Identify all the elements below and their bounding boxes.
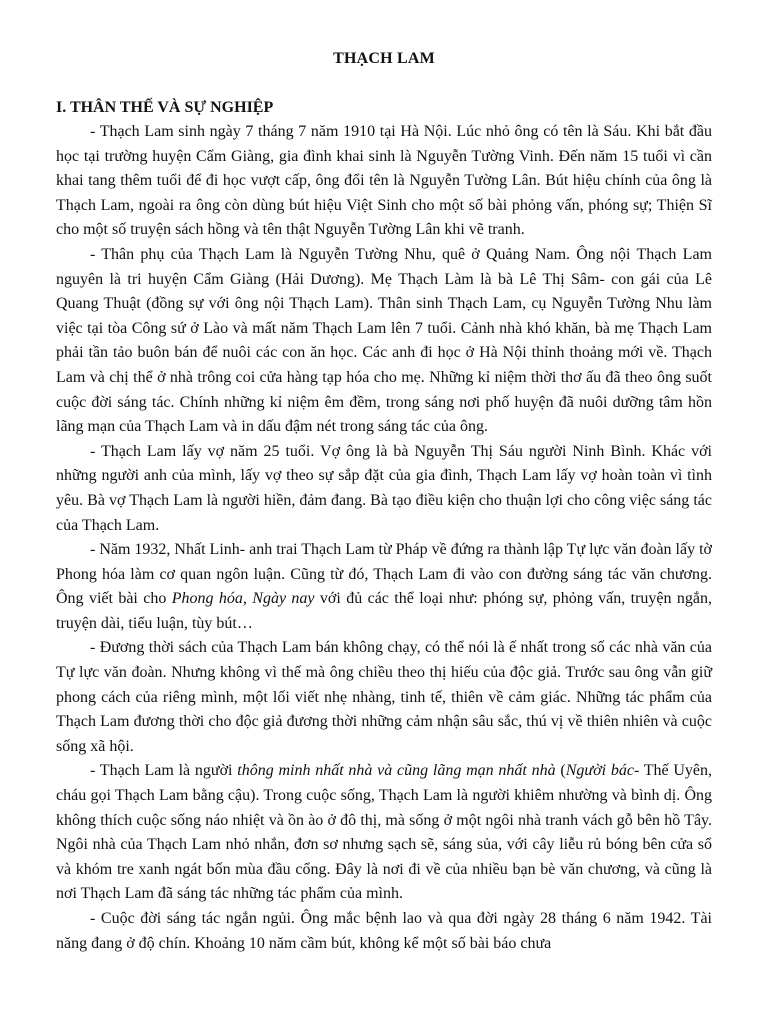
paragraph-text: - Thế Uyên, cháu gọi Thạch Lam bằng cậu). Trong cuộc sống, Thạch Lam là người khiêm nhường và bình dị. Ông không thích cuộc sống náo nhiệt và ồn ào ở đô thị, mà sống ở một ngôi nhà tranh vách gỗ bên hồ Tây. Ngôi nhà của Thạch Lam nhỏ nhắn, đơn sơ nhưng sạch sẽ, sáng sủa, với cây liễu rủ bóng bên cửa sổ và khóm tre xanh ngát bốn mùa đầu cổng. Đây là nơi đi về của nhiều bạn bè văn chương, và cũng là nơi Thạch Lam đã sáng tác những tác phẩm của mình. — [56, 762, 713, 903]
paragraph-text: với đủ các thể loại như: phóng sự, phỏng vấn, truyện ngắn, truyện dài, tiểu luận, tùy bút… — [56, 590, 712, 632]
paragraph-text: ( — [555, 762, 566, 780]
italic-text: thông minh nhất nhà và cũng lãng mạn nhất nhà — [237, 762, 556, 780]
paragraph-family: - Thân phụ của Thạch Lam là Nguyễn Tường Nhu, quê ở Quảng Nam. Ông nội Thạch Lam nguyên là tri huyện Cẩm Giàng (Hải Dương). Mẹ Thạch Làm là bà Lê Thị Sâm- con gái của Lê Quang Thuật (đồng sự với ông nội Thạch Lam). Thân sinh Thạch Lam, cụ Nguyễn Tường Nhu làm việc tại tòa Công sứ ở Lào và mất năm Thạch Lam lên 7 tuổi. Cảnh nhà khó khăn, bà mẹ Thạch Lam phải tần tảo buôn bán để nuôi các con ăn học. Các anh đi học ở Hà Nội thỉnh thoảng mới về. Thạch Lam và chị thể ở nhà trông coi cửa hàng tạp hóa cho mẹ. Những kỉ niệm thời thơ ấu đã theo ông suốt cuộc đời sáng tác. Chính những kỉ niệm êm đềm, trong sáng nơi phố huyện đã nuôi dưỡng tâm hồn lãng mạn của Thạch Lam và in dấu đậm nét trong sáng tác của ông. — [56, 245, 712, 436]
document-title: THẠCH LAM — [333, 50, 435, 67]
paragraph-style: - Đương thời sách của Thạch Lam bán không chạy, có thể nói là ế nhất trong số các nhà văn của Tự lực văn đoàn. Nhưng không vì thế mà ông chiều theo thị hiếu của độc giả. Trước sau ông vẫn giữ phong cách của riêng mình, một lối viết nhẹ nhàng, tinh tế, thiên về cảm giác. Những tác phẩm của Thạch Lam đương thời cho độc giả đương thời những cảm nhận sâu sắc, thú vị về thiên nhiên và cuộc sống xã hội. — [56, 639, 712, 755]
paragraph-personality — [56, 759, 712, 907]
paragraph-marriage: - Thạch Lam lấy vợ năm 25 tuổi. Vợ ông là bà Nguyễn Thị Sáu người Ninh Bình. Khác với những người anh của mình, lấy vợ theo sự sắp đặt của gia đình, Thạch Lam lấy vợ hoàn toàn vì tình yêu. Bà vợ Thạch Lam là người hiền, đảm đang. Bà tạo điều kiện cho thuận lợi cho công việc sáng tác của Thạch Lam. — [56, 442, 712, 534]
paragraph-career-start — [56, 538, 712, 636]
paragraph-death: - Cuộc đời sáng tác ngắn ngủi. Ông mắc bệnh lao và qua đời ngày 28 tháng 6 năm 1942. Tài năng đang ở độ chín. Khoảng 10 năm cầm bút, không kể một số bài báo chưa — [56, 910, 712, 952]
paragraph-text: - Năm 1932, Nhất Linh- anh trai Thạch Lam từ Pháp về đứng ra thành lập Tự lực văn đoàn lấy tờ Phong hóa làm cơ quan ngôn luận. Cũng từ đó, Thạch Lam đi vào con đường sáng tác văn chương. Ông viết bài cho — [56, 541, 712, 608]
italic-text: Phong hóa, Ngày nay — [171, 590, 315, 608]
italic-text: Người bác — [565, 762, 634, 780]
section-heading: I. THÂN THẾ VÀ SỰ NGHIỆP — [56, 99, 274, 116]
paragraph-birth: - Thạch Lam sinh ngày 7 tháng 7 năm 1910 tại Hà Nội. Lúc nhỏ ông có tên là Sáu. Khi bắt đầu học tại trường huyện Cẩm Giàng, gia đình khai sinh là Nguyễn Tường Vinh. Đến năm 15 tuổi vì cần khai tang thêm tuổi để đi học vượt cấp, ông đổi tên là Nguyễn Tường Lân. Bút hiệu chính của ông là Thạch Lam, ngoài ra ông còn dùng bút hiệu Việt Sinh cho một số bài phỏng vấn, phóng sự; Thiện Sĩ cho một số truyện sách hồng và tên thật Nguyễn Tường Lân khi vẽ tranh. — [56, 123, 712, 239]
paragraph-text: - Thạch Lam là người — [90, 762, 238, 780]
